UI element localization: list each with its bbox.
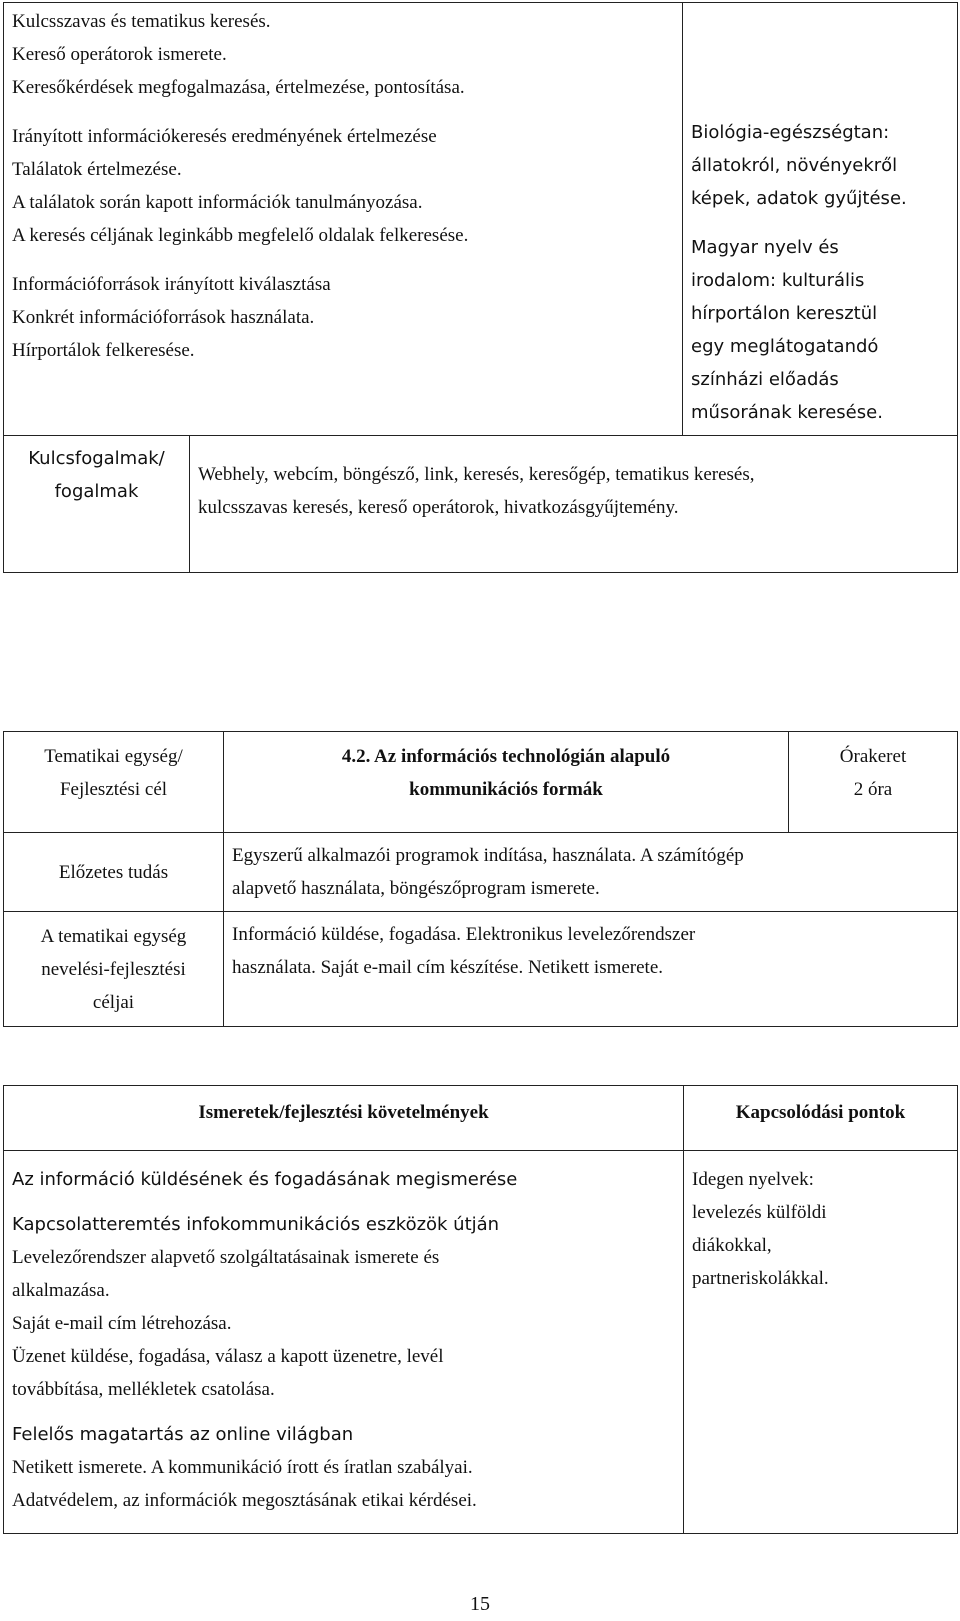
connections-body-cell [684,1151,958,1534]
keyterms-line: kulcsszavas keresés, kereső operátorok, hivatkozásgyűjtemény. [198,497,679,518]
requirement-line: alkalmazása. [12,1280,110,1301]
goals-text-cell [224,912,958,1027]
requirement-line: Üzenet küldése, fogadása, válasz a kapott üzenetre, levél [12,1346,444,1367]
prior-knowledge-line: alapvető használata, böngészőprogram ismerete. [232,878,600,899]
goals-label-line: nevelési-fejlesztési [41,959,186,980]
requirements-body-row [4,1151,958,1534]
text-line: Hírportálok felkeresése. [12,340,195,361]
requirement-line: Felelős magatartás az online világban [12,1424,354,1445]
page-number: 15 [470,1593,490,1615]
text-line: A találatok során kapott információk tanulmányozása. [12,192,423,213]
goals-label-cell [4,912,224,1027]
goals-label-line: céljai [92,992,135,1013]
text-line: Információforrások irányított kiválasztása [12,274,331,295]
text-line: Kereső operátorok ismerete. [12,44,227,65]
text-line: irodalom: kulturális [691,270,865,291]
unit-table [3,731,958,1027]
requirement-line: Adatvédelem, az információk megosztásának etikai kérdései. [12,1490,477,1511]
connection-line: partneriskolákkal. [692,1268,829,1289]
competency-left-cell [4,3,683,436]
text-line: A keresés céljának leginkább megfelelő oldalak felkeresése. [12,225,469,246]
text-line: Irányított információkeresés eredményének értelmezése [12,126,437,147]
connection-line: Idegen nyelvek: [692,1169,814,1190]
prior-knowledge-line: Egyszerű alkalmazói programok indítása, használata. A számítógép [232,845,744,866]
keyterms-label-line: fogalmak [54,481,139,502]
connections-header-text: Kapcsolódási pontok [735,1102,906,1123]
text-line: Kulcsszavas és tematikus keresés. [12,11,271,32]
hours-cell [789,732,958,833]
text-line: képek, adatok gyűjtése. [691,188,907,209]
text-block [12,1208,675,1406]
connections-cell [683,3,958,436]
unit-label-line: Tematikai egység/ [44,746,183,767]
connection-line: diákokkal, [692,1235,772,1256]
text-line: hírportálon keresztül [691,303,878,324]
requirements-table [3,1085,958,1534]
text-block [12,5,674,104]
requirement-line: Levelezőrendszer alapvető szolgáltatásainak ismerete és [12,1247,440,1268]
text-block [12,1418,675,1517]
requirements-body-cell [4,1151,684,1534]
competency-table [3,2,958,573]
connection-line: levelezés külföldi [692,1202,827,1223]
unit-title-line: kommunikációs formák [409,779,603,800]
keyterms-line: Webhely, webcím, böngésző, link, keresés, keresőgép, tematikus keresés, [198,464,755,485]
unit-header-row [4,732,958,833]
connections-header [684,1086,958,1151]
text-block [691,231,951,429]
text-block [12,1163,675,1196]
text-line: Keresőkérdések megfogalmazása, értelmezése, pontosítása. [12,77,465,98]
requirement-line: Saját e-mail cím létrehozása. [12,1313,232,1334]
requirement-line: Netikett ismerete. A kommunikáció írott és íratlan szabályai. [12,1457,473,1478]
keyterms-row [4,436,958,573]
prior-knowledge-row [4,833,958,912]
goals-row [4,912,958,1027]
prior-knowledge-label-text: Előzetes tudás [58,861,169,883]
requirement-line: Kapcsolatteremtés infokommunikációs eszközök útján [12,1214,500,1235]
prior-knowledge-text-cell [224,833,958,912]
text-block [691,116,951,215]
requirement-line: továbbítása, mellékletek csatolása. [12,1379,275,1400]
text-line: műsorának keresése. [691,402,883,423]
goals-line: használata. Saját e-mail cím készítése. Netikett ismerete. [232,957,664,978]
requirements-header-text: Ismeretek/fejlesztési követelmények [198,1102,489,1123]
text-line: Konkrét információforrások használata. [12,307,315,328]
goals-label-line: A tematikai egység [40,926,187,947]
hours-label: Órakeret [839,746,907,767]
text-line: Találatok értelmezése. [12,159,182,180]
requirement-line: Az információ küldésének és fogadásának megismerése [12,1169,518,1190]
hours-value: 2 óra [853,779,893,800]
goals-line: Információ küldése, fogadása. Elektronikus levelezőrendszer [232,924,696,945]
requirements-header [4,1086,684,1151]
prior-knowledge-label [4,833,224,912]
competency-row [4,3,958,436]
unit-title-cell [224,732,789,833]
text-block [12,268,674,367]
text-line: Magyar nyelv és [691,237,839,258]
keyterms-label-cell [4,436,190,573]
unit-label-cell [4,732,224,833]
requirements-header-row [4,1086,958,1151]
text-line: színházi előadás [691,369,839,390]
text-line: Biológia-egészségtan: [691,122,890,143]
keyterms-label-line: Kulcsfogalmak/ [28,448,165,469]
text-block [12,120,674,252]
unit-title-line: 4.2. Az információs technológián alapuló [341,746,671,767]
text-line: állatokról, növényekről [691,155,898,176]
text-line: egy meglátogatandó [691,336,879,357]
keyterms-text-cell [190,436,958,573]
unit-label-line: Fejlesztési cél [59,779,168,800]
